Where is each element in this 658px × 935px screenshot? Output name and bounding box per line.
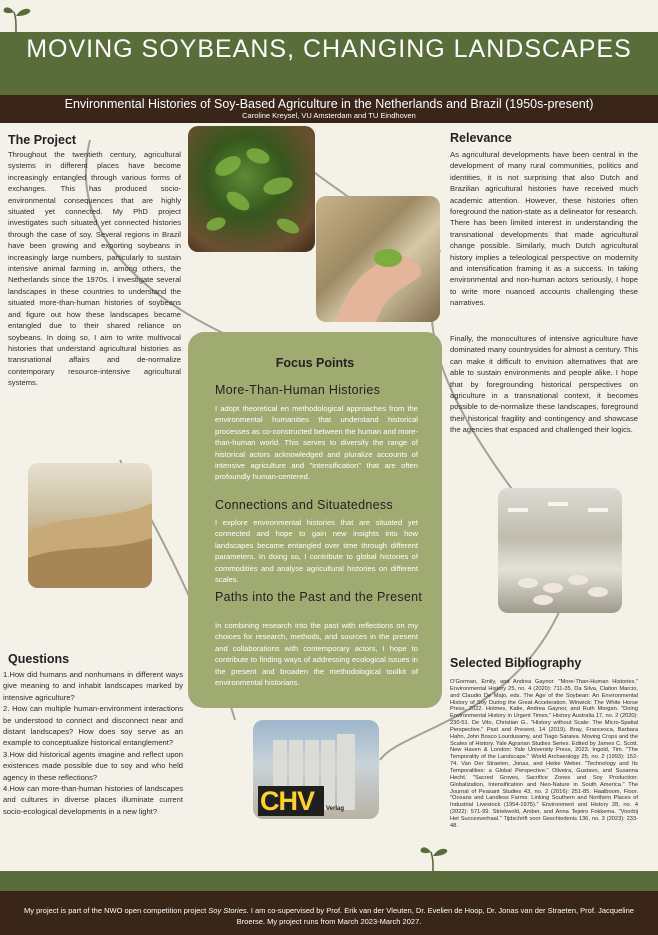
focus-item-title: Connections and Situatedness [215,498,393,512]
bibliography-heading: Selected Bibliography [450,656,582,670]
focus-item-text: I adopt theoretical en methodological approaches from the environmental humanities that understand historical processes as co-constructed between the human and more-than-human world. This serves to diversify the range of historical actors acknowledged and pluralize accounts of intensive agriculture and "intensification" that are often profoundly human-centered. [215,404,418,482]
relevance-text: As agricultural developments have been central in the development of many rural communities, politics and identities, it is not surprising that also Dutch and Brazilian agricultural histories have received much academic attention. However, these histories often foreground the nation-state as a delineator for research. There has been limited interest in understanding the transnational developments that made agricultural change possible. Similarly, much Dutch agricultural history implies a teleological perspective on modernity and intensification framing it as a success. In taking environmental and non-human actors seriously, I hope to write more nuanced accounts challenging these narratives. [450,150,638,308]
project-text: Throughout the twentieth century, agricultural systems in different places have become increasingly entangled through various forms of exchanges. This has produced socio-environmental consequences that are highly situated yet connected. My PhD project investigates such situated yet connected histories through the case of soy. Several regions in Brazil have been growing and exporting soybeans in increasingly large numbers, particularly to sustain intensive animal farming in, among others, the Netherlands since the 1970s. I investigate several landscapes in these countries to understand the situated more-than-human histories of soybeans and figure out how these landscapes became entangled due to their shared reliance on soybeans. In doing so, I aim to write multivocal histories that understand agricultural histories as transnational affairs and de-normalize contemporary resource-intensive agricultural systems. [8,150,181,388]
question-item: 1.How did humans and nonhumans in different ways give meaning to and inhabit landscapes marked by intensive agriculture? [3,670,183,702]
question-item: 2. How can multiple human-environment interactions be understood to connect and disconnect near and distant landscapes? How does soy serve as an example to conceptualize historical entanglement? [3,704,183,748]
soy-plant-photo [188,126,315,252]
sprout-icon [416,838,450,871]
authors: Caroline Kreysel, VU Amsterdam and TU Eindhoven [242,111,416,120]
poster-subtitle: Environmental Histories of Soy-Based Agriculture in the Netherlands and Brazil (1950s-present) [64,97,594,111]
footer-text-after: . I am co-supervised by Prof. Erik van der Vleuten, Dr. Evelien de Hoop, Dr. Jonas van der Straeten, Prof. Jacqueline Broerse. My project runs from March 2023-March 2027. [236,906,634,926]
focus-item-title: More-Than-Human Histories [215,383,381,397]
focus-points-heading: Focus Points [275,356,355,370]
relevance-text-2: Finally, the monocultures of intensive agriculture have dominated many countrysides for almost a century. This can make it difficult to envision alternatives that are able to sustain environments and people alike. I hope that by foregrounding historical perspectives on agriculture in a transnational context, it becomes possible to de-normalize these landscapes, foreground their historical fragility and contingency and showcase the agencies that espaced and challenged their logics. [450,334,638,435]
chv-logo: CHV [260,786,315,816]
soybean-warehouse-photo [28,463,152,588]
focus-item-text: I explore environmental histories that are situated yet connected and hope to gain new insights into how landscapes became entangled over time through different parameters. In doing so, I contribute to global histories of commodities and analyse agricultural histories on different scales. [215,518,418,585]
project-heading: The Project [8,133,77,147]
soil-hand-photo [316,196,440,322]
bibliography-text: O'Gorman, Emily, and Andrea Gaynor. "More-Than-Human Histories." Environmental History 25, no. 4 (2020): 711-35. Da Silva, Claiton Marcio, and Claudio De Majo, eds. The Age of the Soybean: An Environmental History of Soy During the Great Acceleration. Winwick: The White Horse Press, 2022. Holmes, Katie, Andrea Gaynor, and Ruth Morgan. "Doing Environmental History in Urgent Times." History Australia 17, no. 2 (2020): 230-51. De Vito, Christian G.. "History without Scale: The Micro-Spatial Perspective." Past and Present, 14 (2019). Bray, Francesca, Barbara Hahn, John Bosco Lourdusamy, and Tiago Saraiva. Moving Crops and the Scales of History. Yale Agrarian Studies Series. Edited by James C. Scott. New Haven & London: Yale University Press, 2023. Ingold, Tim. "The Temporality of the Landscape." World Archaeology 25, no. 2 (1993): 152-74. Van Der Straeten, Jonas, and Heike Weber. "Technology and Its Temporalities: a Global Perspective." Oliveira, Gustavo, and Susanna Hecht. "Sacred Groves, Sacrifice Zones and Soy Production: Globalization, Intensification and Neo-Nature in South America." The Journal of Peasant Studies 43, no. 2 (2016): 251-85. Haalboom, Floor. "Oceans and Landless Farms: Linking Southern and Northern Places of Industrial Livestock (1954-1975)." Environment and History 28, no. 4 (2022): 571-99. Striekwold, Amber, and Anna Tejeiro Fokkema. "Voorbij Het Succesverhaal." Tijdschrift voor Geschiedenis 136, no. 3 (2023): 233-48. [450,679,638,829]
chv-logo-sub: Verlag [326,806,345,812]
questions-list [3,669,183,817]
question-item: 3.How did historical agents imagine and reflect upon existences made possible due to soy and who held agency in these reflections? [3,749,183,782]
footer-text-before: My project is part of the NWO open competition project [24,906,209,915]
poster-title: MOVING SOYBEANS, CHANGING LANDSCAPES [26,35,632,63]
relevance-heading: Relevance [450,131,512,145]
questions-heading: Questions [8,652,70,666]
footer-band-green [0,871,658,891]
focus-item-title: Paths into the Past and the Present [215,590,423,604]
pig-barn-photo [498,488,622,613]
footer-text [20,905,638,927]
focus-item-text: In combining research into the past with reflections on my choices for research, methods, and sources in the present and collaborations with contemporary actors, I hope to contribute to finding ways of addressing ecological issues in the present and broaden the methodological toolkit of environmental historians. [215,621,418,688]
footer-project-name: Soy Stories [208,906,247,915]
question-item: 4.How can more-than-human histories of landscapes and cultures in diverse places illuminate current socio-ecological developments in a new light? [3,784,183,816]
